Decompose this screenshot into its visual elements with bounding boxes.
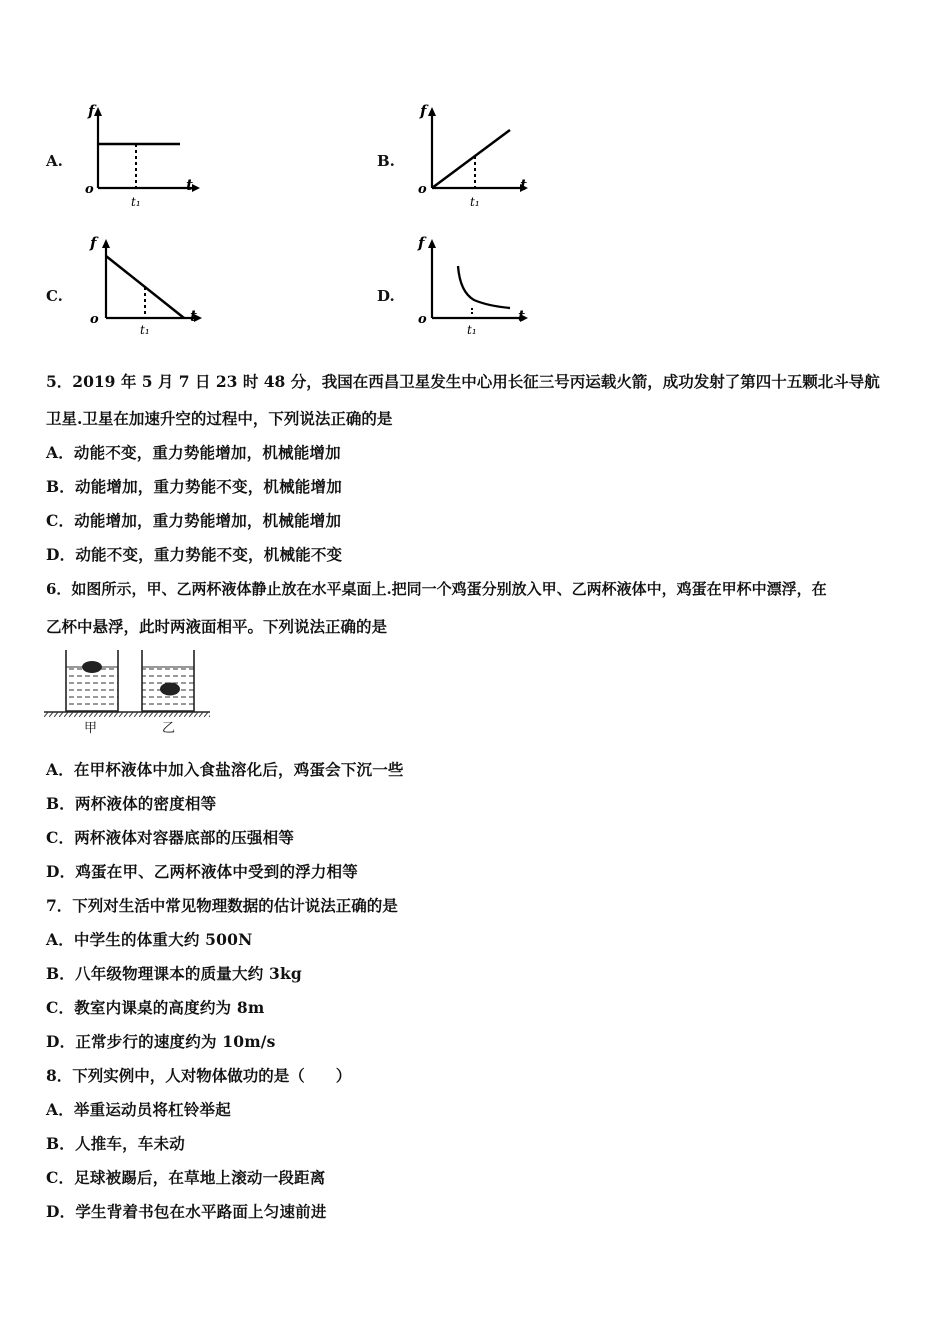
q8-option-d[interactable]: D．学生背着书包在水平路面上匀速前进	[46, 1202, 327, 1221]
graph-c-svg	[84, 234, 204, 344]
graph-option-a	[82, 100, 242, 210]
q5-stem-line2: 卫星.卫星在加速升空的过程中，下列说法正确的是	[46, 409, 393, 428]
q5-option-c[interactable]: C．动能增加，重力势能增加，机械能增加	[46, 511, 342, 530]
q6-option-b[interactable]: B．两杯液体的密度相等	[46, 794, 217, 813]
q8-option-b[interactable]: B．人推车，车未动	[46, 1134, 185, 1153]
graph-b-ylabel: f	[420, 102, 427, 120]
graph-c-t1: t₁	[140, 323, 150, 337]
graph-option-d-letter: D.	[377, 287, 395, 305]
q6-option-d[interactable]: D．鸡蛋在甲、乙两杯液体中受到的浮力相等	[46, 862, 358, 881]
cups-svg	[44, 645, 214, 740]
graph-a-ylabel: f	[88, 102, 95, 120]
graph-option-d	[414, 234, 574, 344]
graph-option-a-letter: A.	[46, 152, 63, 170]
cups-figure	[44, 645, 214, 740]
graph-option-c	[84, 234, 244, 344]
graph-option-c-letter: C.	[46, 287, 63, 305]
graph-b-t1: t₁	[470, 195, 480, 209]
q6-option-c[interactable]: C．两杯液体对容器底部的压强相等	[46, 828, 295, 847]
graph-a-svg	[82, 100, 202, 210]
graph-a-xlabel: t	[186, 176, 193, 194]
graph-b-origin: o	[418, 182, 427, 197]
q6-stem-line1: 6．如图所示，甲、乙两杯液体静止放在水平桌面上.把同一个鸡蛋分别放入甲、乙两杯液体中，鸡蛋在甲杯中漂浮，在	[46, 580, 827, 598]
graph-c-ylabel: f	[90, 234, 97, 252]
graph-c-xlabel: t	[190, 307, 197, 325]
graph-d-origin: o	[418, 312, 427, 327]
graph-d-ylabel: f	[418, 234, 425, 252]
graph-b-xlabel: t	[520, 176, 527, 194]
q5-stem-line1: 5．2019 年 5 月 7 日 23 时 48 分，我国在西昌卫星发生中心用长征三号丙运载火箭，成功发射了第四十五颗北斗导航	[46, 372, 880, 391]
graph-option-b-letter: B.	[377, 152, 395, 170]
q7-stem: 7．下列对生活中常见物理数据的估计说法正确的是	[46, 896, 398, 915]
q7-option-d[interactable]: D．正常步行的速度约为 10m/s	[46, 1032, 276, 1051]
graph-d-svg	[414, 234, 534, 344]
graph-d-t1: t₁	[467, 323, 477, 337]
cup-label-yi: 乙	[162, 721, 176, 736]
q7-option-b[interactable]: B．八年级物理课本的质量大约 3kg	[46, 964, 302, 983]
q7-option-c[interactable]: C．教室内课桌的高度约为 8m	[46, 998, 265, 1017]
q6-option-a[interactable]: A．在甲杯液体中加入食盐溶化后，鸡蛋会下沉一些	[46, 760, 404, 779]
graph-c-origin: o	[90, 312, 99, 327]
q5-option-d[interactable]: D．动能不变，重力势能不变，机械能不变	[46, 545, 343, 564]
q6-stem-line2: 乙杯中悬浮，此时两液面相平。下列说法正确的是	[46, 617, 388, 636]
graph-a-origin: o	[85, 182, 94, 197]
graph-b-svg	[414, 100, 534, 210]
graph-d-xlabel: t	[518, 307, 525, 325]
q8-option-c[interactable]: C．足球被踢后，在草地上滚动一段距离	[46, 1168, 326, 1187]
graph-option-b	[414, 100, 574, 210]
q7-option-a[interactable]: A．中学生的体重大约 500N	[46, 930, 253, 949]
q8-option-a[interactable]: A．举重运动员将杠铃举起	[46, 1100, 231, 1119]
graph-a-t1: t₁	[131, 195, 141, 209]
q5-option-b[interactable]: B．动能增加，重力势能不变，机械能增加	[46, 477, 342, 496]
q5-option-a[interactable]: A．动能不变，重力势能增加，机械能增加	[46, 443, 341, 462]
q8-stem: 8．下列实例中，人对物体做功的是（ ）	[46, 1066, 352, 1085]
cup-label-jia: 甲	[84, 721, 98, 736]
